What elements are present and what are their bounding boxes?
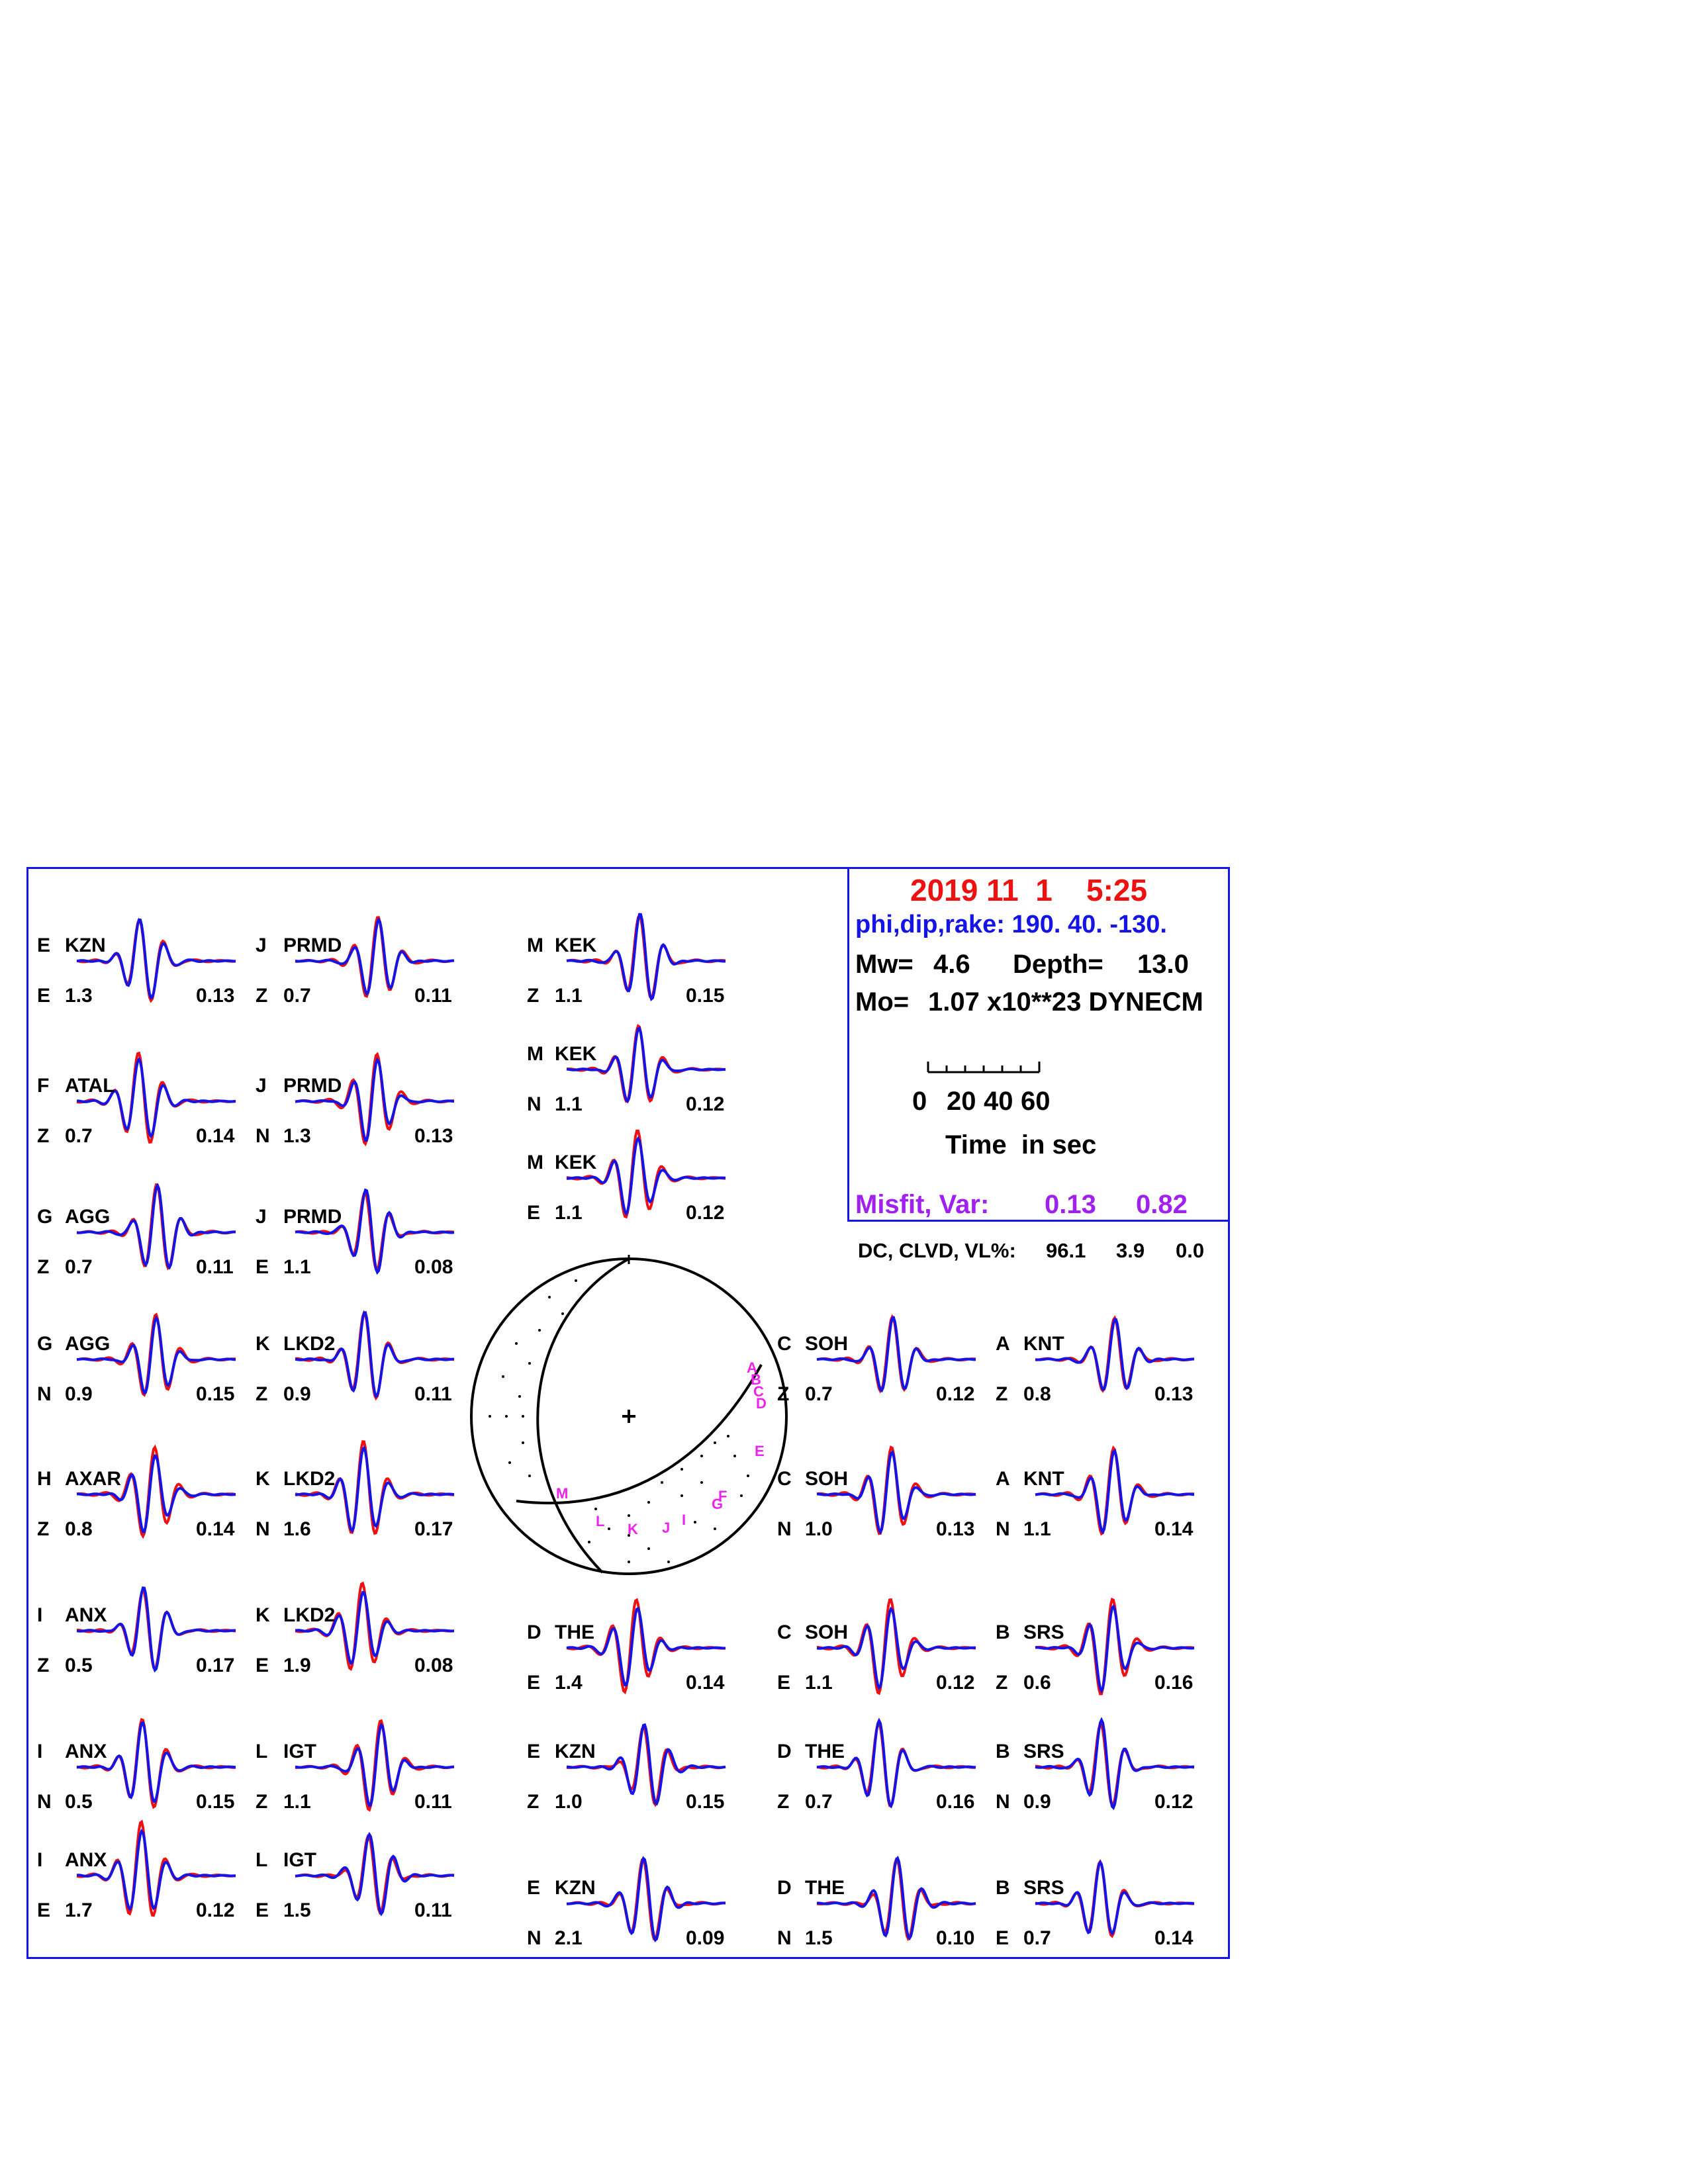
trace-amplitude-12: 1.6 xyxy=(283,1518,311,1540)
trace-misfit-20: 0.15 xyxy=(686,1791,725,1813)
mo-value: 1.07 x10**23 DYNECM xyxy=(928,987,1203,1017)
trace-amplitude-7: 1.7 xyxy=(65,1899,93,1921)
trace-component-3: N xyxy=(37,1383,52,1405)
trace-amplitude-21: 2.1 xyxy=(555,1927,583,1949)
misfit-label: Misfit, Var: xyxy=(855,1190,990,1219)
trace-station-11: LKD2 xyxy=(283,1333,336,1355)
mo-label: Mo= xyxy=(855,987,910,1017)
trace-station-26: THE xyxy=(805,1877,845,1899)
trace-station-22: SOH xyxy=(805,1333,849,1355)
trace-component-24: E xyxy=(777,1672,791,1694)
trace-misfit-21: 0.09 xyxy=(686,1927,725,1949)
trace-letter-27: A xyxy=(996,1333,1010,1355)
trace-misfit-3: 0.15 xyxy=(196,1383,235,1405)
trace-misfit-6: 0.15 xyxy=(196,1791,235,1813)
trace-component-30: N xyxy=(996,1791,1010,1813)
mw-value: 4.6 xyxy=(933,950,970,979)
trace-amplitude-14: 1.1 xyxy=(283,1791,311,1813)
trace-component-12: N xyxy=(256,1518,270,1540)
trace-component-16: Z xyxy=(527,985,539,1007)
trace-amplitude-26: 1.5 xyxy=(805,1927,833,1949)
trace-letter-7: I xyxy=(37,1849,43,1871)
trace-letter-8: J xyxy=(256,934,267,956)
trace-misfit-17: 0.12 xyxy=(686,1093,725,1115)
trace-letter-30: B xyxy=(996,1741,1010,1762)
trace-station-2: AGG xyxy=(65,1206,111,1228)
beachball-station-E: E xyxy=(755,1443,765,1459)
trace-amplitude-0: 1.3 xyxy=(65,985,93,1007)
trace-station-24: SOH xyxy=(805,1621,849,1643)
trace-component-5: Z xyxy=(37,1655,50,1676)
scale-tick-40: 40 xyxy=(984,1087,1013,1116)
trace-letter-14: L xyxy=(256,1741,268,1762)
trace-amplitude-29: 0.6 xyxy=(1023,1672,1051,1694)
trace-letter-18: M xyxy=(527,1152,543,1173)
trace-misfit-8: 0.11 xyxy=(414,985,452,1007)
trace-misfit-4: 0.14 xyxy=(196,1518,235,1540)
trace-amplitude-27: 0.8 xyxy=(1023,1383,1051,1405)
trace-station-28: KNT xyxy=(1023,1468,1064,1490)
trace-amplitude-4: 0.8 xyxy=(65,1518,93,1540)
trace-amplitude-22: 0.7 xyxy=(805,1383,833,1405)
trace-station-17: KEK xyxy=(555,1043,597,1065)
trace-amplitude-24: 1.1 xyxy=(805,1672,833,1694)
event-datetime: 2019 11 1 5:25 xyxy=(910,873,1148,907)
trace-misfit-28: 0.14 xyxy=(1154,1518,1194,1540)
mechanism-text: phi,dip,rake: 190. 40. -130. xyxy=(855,911,1167,938)
trace-station-0: KZN xyxy=(65,934,106,956)
trace-letter-1: F xyxy=(37,1075,50,1097)
trace-station-23: SOH xyxy=(805,1468,849,1490)
beachball-station-I: I xyxy=(682,1512,686,1528)
dc-label: DC, CLVD, VL%: xyxy=(858,1239,1016,1262)
trace-station-1: ATAL xyxy=(65,1075,115,1097)
trace-letter-26: D xyxy=(777,1877,792,1899)
trace-amplitude-15: 1.5 xyxy=(283,1899,311,1921)
trace-amplitude-3: 0.9 xyxy=(65,1383,93,1405)
trace-component-13: E xyxy=(256,1655,269,1676)
time-label: Time in sec xyxy=(945,1130,1097,1160)
trace-component-8: Z xyxy=(256,985,268,1007)
trace-misfit-30: 0.12 xyxy=(1154,1791,1194,1813)
trace-station-25: THE xyxy=(805,1741,845,1762)
trace-station-10: PRMD xyxy=(283,1206,342,1228)
trace-misfit-11: 0.11 xyxy=(414,1383,452,1405)
trace-component-26: N xyxy=(777,1927,792,1949)
trace-letter-11: K xyxy=(256,1333,270,1355)
trace-amplitude-1: 0.7 xyxy=(65,1125,93,1147)
beachball-station-L: L xyxy=(596,1513,605,1529)
trace-component-2: Z xyxy=(37,1256,50,1278)
trace-component-20: Z xyxy=(527,1791,539,1813)
trace-misfit-10: 0.08 xyxy=(414,1256,453,1278)
beachball-station-F: F xyxy=(718,1488,727,1504)
trace-component-11: Z xyxy=(256,1383,268,1405)
trace-letter-16: M xyxy=(527,934,543,956)
trace-letter-22: C xyxy=(777,1333,792,1355)
trace-letter-3: G xyxy=(37,1333,53,1355)
trace-letter-2: G xyxy=(37,1206,53,1228)
scale-tick-0: 0 xyxy=(912,1087,927,1116)
scale-tick-60: 60 xyxy=(1021,1087,1051,1116)
trace-station-5: ANX xyxy=(65,1604,107,1626)
trace-station-29: SRS xyxy=(1023,1621,1064,1643)
trace-station-21: KZN xyxy=(555,1877,596,1899)
trace-amplitude-9: 1.3 xyxy=(283,1125,311,1147)
trace-component-9: N xyxy=(256,1125,270,1147)
trace-component-17: N xyxy=(527,1093,541,1115)
trace-letter-23: C xyxy=(777,1468,792,1490)
trace-letter-17: M xyxy=(527,1043,543,1065)
trace-amplitude-20: 1.0 xyxy=(555,1791,583,1813)
trace-station-20: KZN xyxy=(555,1741,596,1762)
trace-component-21: N xyxy=(527,1927,541,1949)
trace-letter-24: C xyxy=(777,1621,792,1643)
trace-component-31: E xyxy=(996,1927,1009,1949)
trace-misfit-5: 0.17 xyxy=(196,1655,235,1676)
trace-letter-25: D xyxy=(777,1741,792,1762)
trace-station-30: SRS xyxy=(1023,1741,1064,1762)
trace-amplitude-28: 1.1 xyxy=(1023,1518,1051,1540)
trace-letter-31: B xyxy=(996,1877,1010,1899)
trace-amplitude-11: 0.9 xyxy=(283,1383,311,1405)
trace-misfit-13: 0.08 xyxy=(414,1655,453,1676)
trace-station-8: PRMD xyxy=(283,934,342,956)
trace-misfit-2: 0.11 xyxy=(196,1256,234,1278)
trace-misfit-27: 0.13 xyxy=(1154,1383,1194,1405)
mw-label: Mw= xyxy=(855,950,914,979)
trace-amplitude-18: 1.1 xyxy=(555,1202,583,1224)
trace-component-29: Z xyxy=(996,1672,1008,1694)
trace-letter-4: H xyxy=(37,1468,52,1490)
trace-amplitude-30: 0.9 xyxy=(1023,1791,1051,1813)
trace-amplitude-17: 1.1 xyxy=(555,1093,583,1115)
trace-component-25: Z xyxy=(777,1791,790,1813)
trace-amplitude-25: 0.7 xyxy=(805,1791,833,1813)
beachball-station-M: M xyxy=(556,1485,569,1502)
beachball-station-J: J xyxy=(662,1520,671,1536)
beachball-station-D: D xyxy=(756,1395,767,1412)
trace-misfit-15: 0.11 xyxy=(414,1899,452,1921)
trace-letter-20: E xyxy=(527,1741,541,1762)
trace-component-22: Z xyxy=(777,1383,790,1405)
trace-misfit-19: 0.14 xyxy=(686,1672,725,1694)
trace-station-18: KEK xyxy=(555,1152,597,1173)
trace-amplitude-16: 1.1 xyxy=(555,985,583,1007)
trace-misfit-23: 0.13 xyxy=(936,1518,975,1540)
misfit-value: 0.13 xyxy=(1045,1190,1096,1219)
trace-letter-15: L xyxy=(256,1849,268,1871)
trace-misfit-1: 0.14 xyxy=(196,1125,235,1147)
trace-letter-12: K xyxy=(256,1468,270,1490)
nodal-plane-1 xyxy=(538,1259,629,1572)
clvd-value: 3.9 xyxy=(1116,1239,1145,1262)
trace-letter-5: I xyxy=(37,1604,43,1626)
trace-station-3: AGG xyxy=(65,1333,111,1355)
trace-station-15: IGT xyxy=(283,1849,316,1871)
trace-amplitude-19: 1.4 xyxy=(555,1672,583,1694)
trace-component-14: Z xyxy=(256,1791,268,1813)
trace-station-19: THE xyxy=(555,1621,594,1643)
trace-station-27: KNT xyxy=(1023,1333,1064,1355)
depth-label: Depth= xyxy=(1013,950,1103,979)
trace-amplitude-31: 0.7 xyxy=(1023,1927,1051,1949)
trace-amplitude-2: 0.7 xyxy=(65,1256,93,1278)
trace-letter-28: A xyxy=(996,1468,1010,1490)
trace-misfit-22: 0.12 xyxy=(936,1383,975,1405)
trace-station-7: ANX xyxy=(65,1849,107,1871)
trace-station-14: IGT xyxy=(283,1741,316,1762)
trace-amplitude-23: 1.0 xyxy=(805,1518,833,1540)
trace-station-4: AXAR xyxy=(65,1468,122,1490)
trace-letter-19: D xyxy=(527,1621,541,1643)
beachball-station-G: G xyxy=(712,1496,724,1512)
vl-value: 0.0 xyxy=(1176,1239,1205,1262)
trace-amplitude-13: 1.9 xyxy=(283,1655,311,1676)
trace-letter-9: J xyxy=(256,1075,267,1097)
trace-station-9: PRMD xyxy=(283,1075,342,1097)
trace-misfit-26: 0.10 xyxy=(936,1927,975,1949)
dc-value: 96.1 xyxy=(1046,1239,1086,1262)
trace-amplitude-5: 0.5 xyxy=(65,1655,93,1676)
trace-amplitude-10: 1.1 xyxy=(283,1256,311,1278)
trace-misfit-14: 0.11 xyxy=(414,1791,452,1813)
trace-letter-10: J xyxy=(256,1206,267,1228)
trace-misfit-0: 0.13 xyxy=(196,985,235,1007)
trace-misfit-24: 0.12 xyxy=(936,1672,975,1694)
trace-component-15: E xyxy=(256,1899,269,1921)
trace-station-13: LKD2 xyxy=(283,1604,336,1626)
trace-letter-13: K xyxy=(256,1604,270,1626)
trace-misfit-16: 0.15 xyxy=(686,985,725,1007)
trace-component-7: E xyxy=(37,1899,51,1921)
beachball-station-A: A xyxy=(747,1359,757,1376)
trace-station-6: ANX xyxy=(65,1741,107,1762)
center-cross xyxy=(622,1410,635,1423)
trace-misfit-9: 0.13 xyxy=(414,1125,453,1147)
trace-station-31: SRS xyxy=(1023,1877,1064,1899)
trace-component-27: Z xyxy=(996,1383,1008,1405)
trace-misfit-7: 0.12 xyxy=(196,1899,235,1921)
trace-component-23: N xyxy=(777,1518,792,1540)
trace-component-1: Z xyxy=(37,1125,50,1147)
trace-component-4: Z xyxy=(37,1518,50,1540)
trace-misfit-18: 0.12 xyxy=(686,1202,725,1224)
depth-value: 13.0 xyxy=(1137,950,1189,979)
trace-letter-21: E xyxy=(527,1877,541,1899)
trace-component-10: E xyxy=(256,1256,269,1278)
trace-misfit-12: 0.17 xyxy=(414,1518,453,1540)
trace-letter-0: E xyxy=(37,934,51,956)
trace-component-19: E xyxy=(527,1672,541,1694)
beachball-station-K: K xyxy=(628,1521,638,1537)
trace-misfit-29: 0.16 xyxy=(1154,1672,1194,1694)
trace-component-0: E xyxy=(37,985,51,1007)
trace-station-16: KEK xyxy=(555,934,597,956)
trace-component-18: E xyxy=(527,1202,541,1224)
nodal-plane-2 xyxy=(516,1365,761,1503)
trace-letter-6: I xyxy=(37,1741,43,1762)
trace-misfit-31: 0.14 xyxy=(1154,1927,1194,1949)
beachball-station-C: C xyxy=(753,1383,764,1400)
trace-misfit-25: 0.16 xyxy=(936,1791,975,1813)
trace-component-28: N xyxy=(996,1518,1010,1540)
trace-amplitude-8: 0.7 xyxy=(283,985,311,1007)
var-value: 0.82 xyxy=(1136,1190,1188,1219)
trace-station-12: LKD2 xyxy=(283,1468,336,1490)
trace-amplitude-6: 0.5 xyxy=(65,1791,93,1813)
trace-letter-29: B xyxy=(996,1621,1010,1643)
trace-component-6: N xyxy=(37,1791,52,1813)
polarity-dots xyxy=(489,1263,749,1563)
beachball-station-B: B xyxy=(751,1371,761,1388)
scale-tick-20: 20 xyxy=(947,1087,976,1116)
